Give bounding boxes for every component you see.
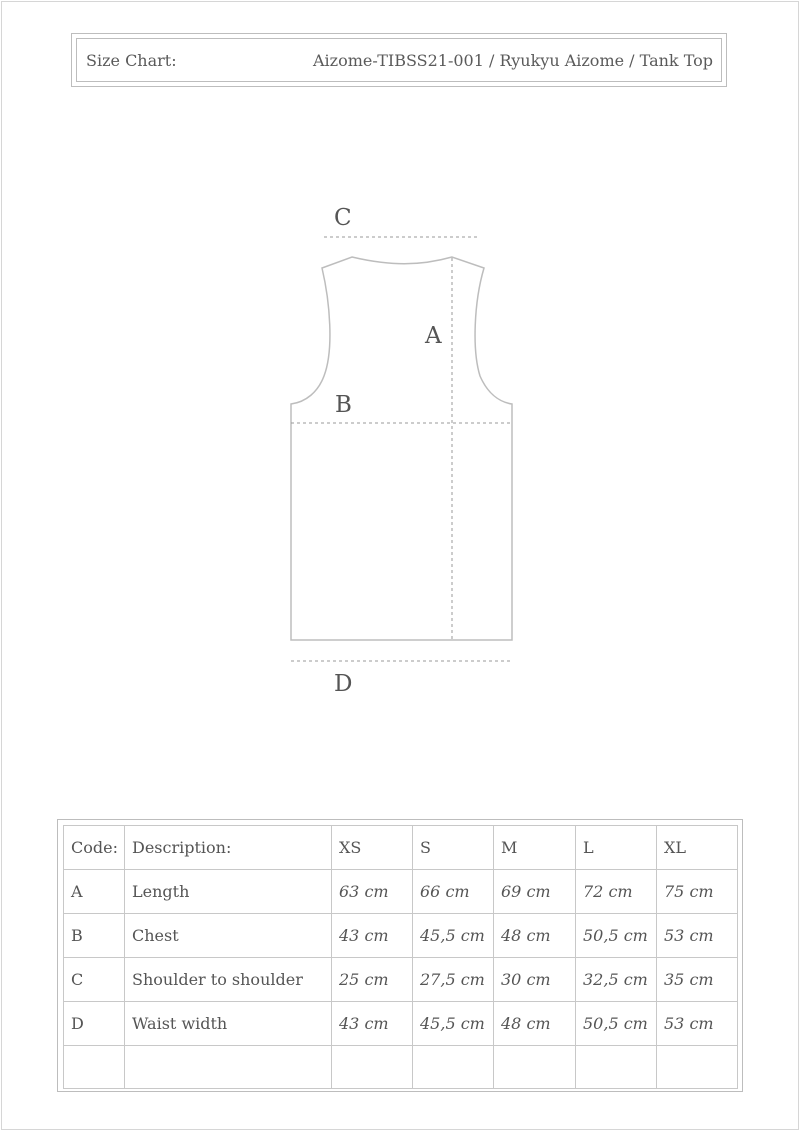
value-cell: 30 cm bbox=[494, 958, 576, 1002]
value-cell: 75 cm bbox=[657, 870, 738, 914]
row-description: Length bbox=[125, 870, 332, 914]
value-cell: 50,5 cm bbox=[576, 914, 657, 958]
empty-cell bbox=[125, 1046, 332, 1089]
table-header-row bbox=[64, 826, 738, 870]
value-cell: 43 cm bbox=[332, 914, 413, 958]
value-cell: 27,5 cm bbox=[413, 958, 494, 1002]
table-row-empty bbox=[64, 1046, 738, 1089]
header-size-m: M bbox=[494, 826, 576, 870]
size-table-frame bbox=[57, 819, 743, 1092]
row-code: A bbox=[64, 870, 125, 914]
size-chart-label: Size Chart: bbox=[86, 50, 177, 70]
table-row bbox=[64, 958, 738, 1002]
label-b: B bbox=[335, 392, 352, 418]
empty-cell bbox=[64, 1046, 125, 1089]
value-cell: 35 cm bbox=[657, 958, 738, 1002]
header-size-xl: XL bbox=[657, 826, 738, 870]
empty-cell bbox=[413, 1046, 494, 1089]
header-size-l: L bbox=[576, 826, 657, 870]
empty-cell bbox=[657, 1046, 738, 1089]
row-code: C bbox=[64, 958, 125, 1002]
header-size-s: S bbox=[413, 826, 494, 870]
label-d: D bbox=[334, 671, 353, 697]
label-a: A bbox=[425, 323, 442, 349]
table-row bbox=[64, 1002, 738, 1046]
row-description: Shoulder to shoulder bbox=[125, 958, 332, 1002]
value-cell: 32,5 cm bbox=[576, 958, 657, 1002]
value-cell: 48 cm bbox=[494, 914, 576, 958]
empty-cell bbox=[332, 1046, 413, 1089]
value-cell: 66 cm bbox=[413, 870, 494, 914]
table-row bbox=[64, 870, 738, 914]
table-row bbox=[64, 914, 738, 958]
value-cell: 25 cm bbox=[332, 958, 413, 1002]
row-description: Waist width bbox=[125, 1002, 332, 1046]
header-code: Code: bbox=[64, 826, 125, 870]
empty-cell bbox=[576, 1046, 657, 1089]
header-description: Description: bbox=[125, 826, 332, 870]
size-table bbox=[63, 825, 738, 1089]
header-size-xs: XS bbox=[332, 826, 413, 870]
value-cell: 45,5 cm bbox=[413, 914, 494, 958]
value-cell: 72 cm bbox=[576, 870, 657, 914]
value-cell: 50,5 cm bbox=[576, 1002, 657, 1046]
value-cell: 48 cm bbox=[494, 1002, 576, 1046]
value-cell: 43 cm bbox=[332, 1002, 413, 1046]
value-cell: 53 cm bbox=[657, 914, 738, 958]
label-c: C bbox=[334, 205, 352, 231]
value-cell: 69 cm bbox=[494, 870, 576, 914]
value-cell: 45,5 cm bbox=[413, 1002, 494, 1046]
row-code: D bbox=[64, 1002, 125, 1046]
tank-top-outline bbox=[291, 257, 512, 640]
row-code: B bbox=[64, 914, 125, 958]
product-title: Aizome-TIBSS21-001 / Ryukyu Aizome / Tank Top bbox=[313, 50, 713, 70]
row-description: Chest bbox=[125, 914, 332, 958]
empty-cell bbox=[494, 1046, 576, 1089]
value-cell: 53 cm bbox=[657, 1002, 738, 1046]
value-cell: 63 cm bbox=[332, 870, 413, 914]
